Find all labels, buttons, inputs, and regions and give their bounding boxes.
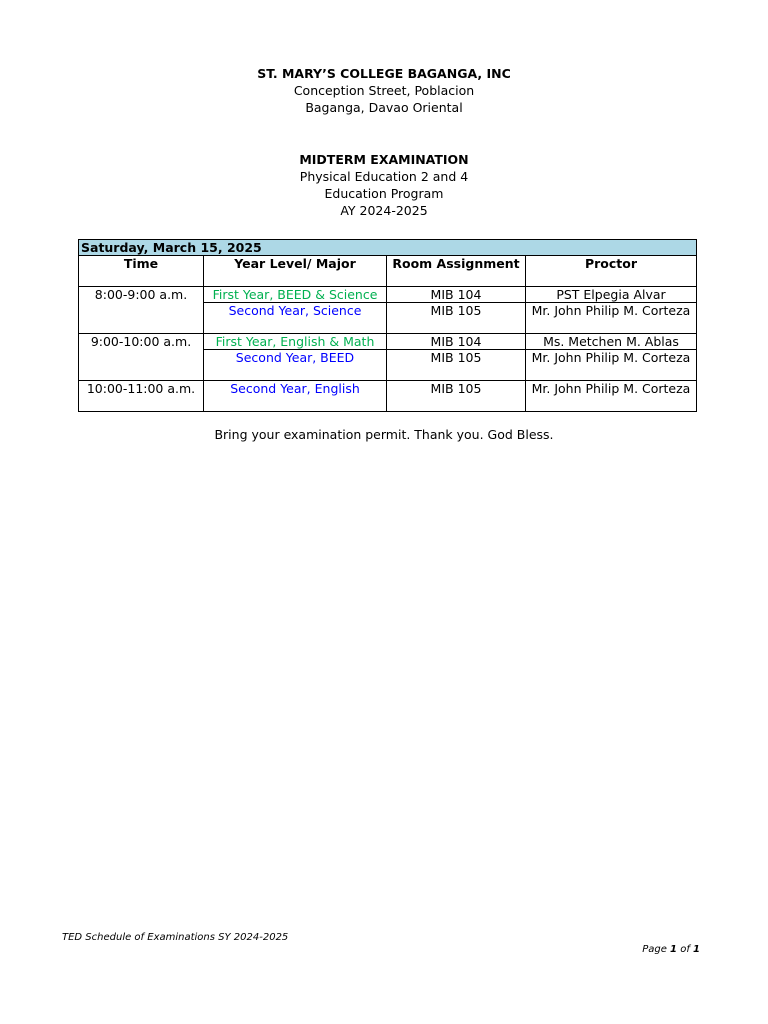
row-year-level: Second Year, BEED [204,350,387,381]
row-year-level: Second Year, Science [204,303,387,334]
header-time: Time [79,256,204,287]
row-year-level: First Year, English & Math [204,334,387,350]
row-room: MIB 105 [387,350,526,381]
page-of: of [680,944,690,955]
row-room: MIB 105 [387,381,526,412]
header-proctor: Proctor [526,256,697,287]
row-room: MIB 104 [387,334,526,350]
exam-title: MIDTERM EXAMINATION [299,152,469,167]
row-time: 8:00-9:00 a.m. [79,287,204,334]
row-year-level: Second Year, English [204,381,387,412]
school-name: ST. MARY’S COLLEGE BAGANGA, INC [257,66,511,81]
table-row [79,334,697,350]
row-proctor: Mr. John Philip M. Corteza [526,350,697,381]
schedule-table [78,239,697,412]
page-current: 1 [670,944,678,955]
header-year-level: Year Level/ Major [204,256,387,287]
row-room: MIB 105 [387,303,526,334]
page-total: 1 [693,944,700,955]
header-room: Room Assignment [387,256,526,287]
closing-note: Bring your examination permit. Thank you. God Bless. [214,427,554,442]
school-address-line2: Baganga, Davao Oriental [305,100,463,115]
row-proctor: Ms. Metchen M. Ablas [526,334,697,350]
row-time: 10:00-11:00 a.m. [79,381,204,412]
row-proctor: PST Elpegia Alvar [526,287,697,303]
exam-academic-year: AY 2024-2025 [340,203,428,218]
page-number [642,944,700,955]
schedule-date-row [79,240,697,256]
row-room: MIB 104 [387,287,526,303]
row-time: 9:00-10:00 a.m. [79,334,204,381]
table-row [79,287,697,303]
school-address-line1: Conception Street, Poblacion [293,83,475,98]
exam-header [0,151,768,219]
row-year-level: First Year, BEED & Science [204,287,387,303]
page-label: Page [642,944,667,955]
exam-program: Education Program [324,186,444,201]
table-row [79,381,697,412]
school-header [0,65,768,116]
schedule-date: Saturday, March 15, 2025 [79,240,697,256]
table-header-row [79,256,697,287]
exam-subject: Physical Education 2 and 4 [299,169,469,184]
row-proctor: Mr. John Philip M. Corteza [526,303,697,334]
document-footer-title: TED Schedule of Examinations SY 2024-2025 [62,932,289,943]
row-proctor: Mr. John Philip M. Corteza [526,381,697,412]
